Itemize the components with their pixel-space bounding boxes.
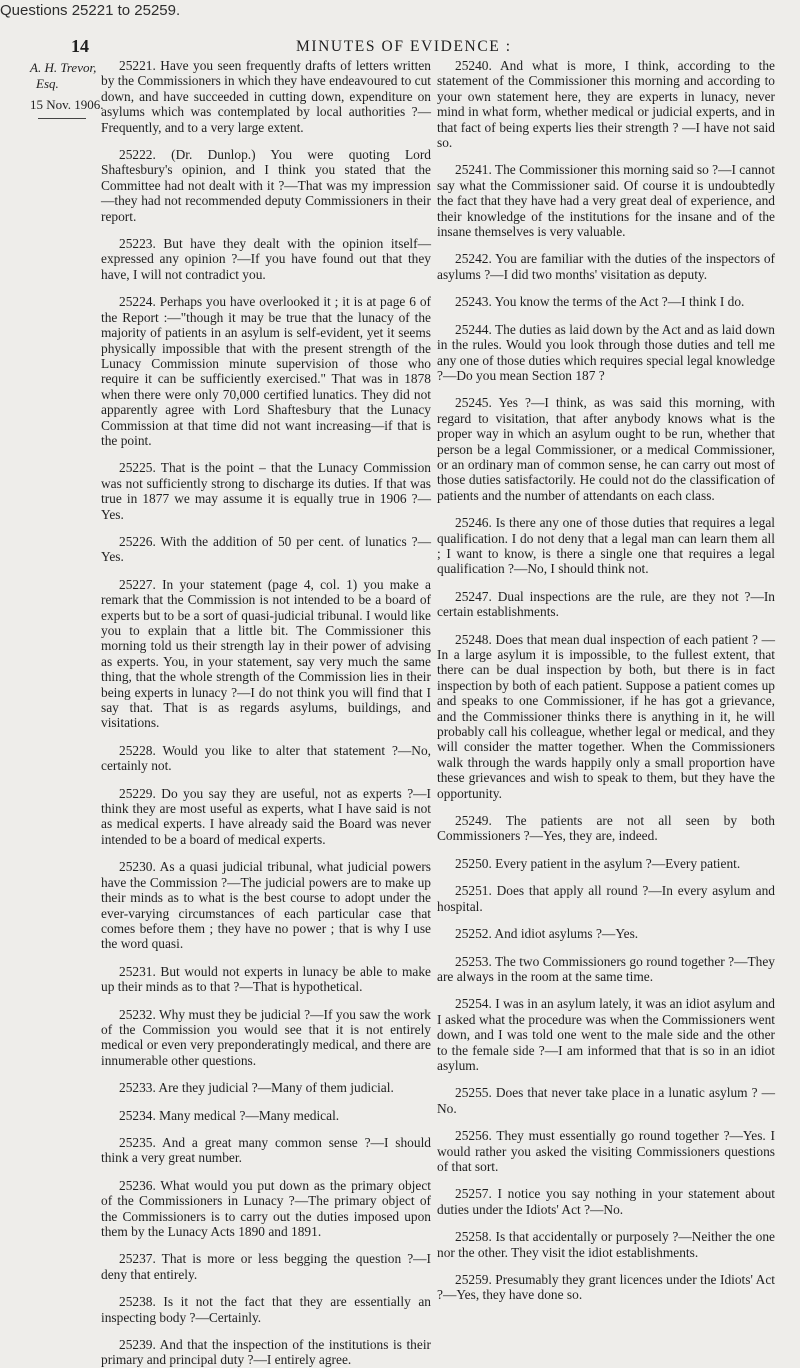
question-paragraph: 25240. And what is more, I think, according to the statement of the Commissioner this morning and according to your own statement here, they are experts in lunacy, never mind in what form, whether medical or judicial experts, and in that fact of being experts lies their strength ? —I have not said so. [437,58,775,151]
question-paragraph: 25232. Why must they be judicial ?—If you saw the work of the Commission you would see that it is not entirely medical or even very preponderatingly medical, and there are innumerable other questions. [101,1006,431,1068]
question-paragraph: 25249. The patients are not all seen by both Commissioners ?—Yes, they are, indeed. [437,813,775,844]
witness-name: A. H. Trevor, [30,60,97,75]
question-paragraph: 25229. Do you say they are useful, not as experts ?—I think they are most useful as experts, what I have said is not as medical experts. I have already said the Board was never intended to be a board of medical experts. [101,785,431,847]
question-paragraph: 25228. Would you like to alter that statement ?—No, certainly not. [101,742,431,774]
question-paragraph: 25224. Perhaps you have overlooked it ; it is at page 6 of the Report :—"though it may be true that the lunacy of the majority of patients in an asylum is self-evident, yet it seems physically impossible that with the present strength of the Lunacy Commission minute supervision of those who require it can be sufficiently exercised." That was in 1878 when there were only 70,000 certified lunatics. They did not apparently agree with Lord Shaftesbury that the Lunacy Commission at that time did not want increasing—if that is the point. [101,294,431,448]
question-paragraph: 25246. Is there any one of those duties that requires a legal qualification. I do not deny that a legal man can learn them all ; I want to know, is there a single one that requires a legal qualification ?—No, I should think not. [437,515,775,577]
question-paragraph: 25247. Dual inspections are the rule, are they not ?—In certain establishments. [437,588,775,620]
question-paragraph: 25253. The two Commissioners go round together ?—They are always in the room at the same time. [437,953,775,984]
question-paragraph: 25238. Is it not the fact that they are essentially an inspecting body ?—Certainly. [101,1294,431,1325]
question-paragraph: 25233. Are they judicial ?—Many of them judicial. [119,1080,394,1096]
question-paragraph: 25226. With the addition of 50 per cent. of lunatics ?—Yes. [101,533,431,565]
question-paragraph: 25251. Does that apply all round ?—In every asylum and hospital. [437,883,775,914]
question-paragraph: 25256. They must essentially go round together ?—Yes. I would rather you asked the visiting Commissioners questions of that sort. [437,1128,775,1174]
question-paragraph: 25222. (Dr. Dunlop.) You were quoting Lord Shaftesbury's opinion, and I think you stated that the Committee had not dealt with it ?—That was my impression—they had not recommended deputy Commissioners in their report. [101,147,431,224]
question-paragraph: 25231. But would not experts in lunacy be able to make up their minds as to that ?—That is hypothetical. [101,963,431,995]
question-paragraph: 25223. But have they dealt with the opinion itself—expressed any opinion ?—If you have found out that they have, I will not contradict you. [101,236,431,282]
questions-range-header: Questions 25221 to 25259. [0,2,181,19]
question-paragraph: 25221. Have you seen frequently drafts of letters written by the Commissioners in which they have endeavoured to cut down, and have succeeded in cutting down, expenditure on asylums which was contemplated by local authorities ?—Frequently, and to a very large extent. [101,58,431,135]
question-paragraph: 25230. As a quasi judicial tribunal, what judicial powers have the Commission ?—The judicial powers are to make up their minds as to what is the best course to adopt under the ever-varying circumstances of each particular case that comes before them ; they have no power ; that is why I use the word quasi. [101,859,431,952]
question-paragraph: 25234. Many medical ?—Many medical. [119,1107,340,1123]
question-paragraph: 25245. Yes ?—I think, as was said this morning, with regard to visitation, that after anybody knows what is the proper way in which an asylum ought to be run, whether that person be a legal Commissioner, or a medical Commissioner, or an ordinary man of common sense, he can carry out most of those duties satisfactorily. He could not do the classification of patients and the number of attendants on each class. [437,395,775,503]
question-paragraph: 25255. Does that never take place in a lunatic asylum ? —No. [437,1085,775,1116]
question-paragraph: 25244. The duties as laid down by the Act and as laid down in the rules. Would you look through those duties and tell me any one of those duties which requires special legal knowledge ?—Do you mean Section 187 ? [437,321,776,383]
question-paragraph: 25254. I was in an asylum lately, it was an idiot asylum and I asked what the procedure was when the Commissioners went down, and I was told one went to the male side and the other to the female side ?—I am informed that that is so in an idiot asylum. [437,996,775,1073]
question-paragraph: 25242. You are familiar with the duties of the inspectors of asylums ?—I did two months' visitation as deputy. [437,251,775,282]
question-paragraph: 25236. What would you put down as the primary object of the Commissioners in Lunacy ?—The primary object of the Commissioners is to carry out the duties imposed upon them by the Lunacy Acts 1890 and 1891. [101,1177,431,1239]
right-column [437,58,775,1308]
running-title: MINUTES OF EVIDENCE : [296,38,512,55]
question-paragraph: 25225. That is the point – that the Lunacy Commission was not sufficiently strong to discharge its duties. If that was true in 1877 we may assume it is equally true in 1906 ?—Yes. [101,460,431,522]
question-paragraph: 25235. And a great many common sense ?—I should think a very great number. [101,1134,431,1166]
question-paragraph: 25239. And that the inspection of the institutions is their primary and principal duty ?—I entirely agree. [101,1337,431,1368]
question-paragraph: 25250. Every patient in the asylum ?—Every patient. [455,855,741,871]
page-number: 14 [71,36,89,56]
question-paragraph: 25227. In your statement (page 4, col. 1) you make a remark that the Commission is not intended to be a board of experts but to be a sort of quasi-judicial tribunal. I would like you to explain that a little bit. The Commissioner this morning told us their strength lay in their power of advising as experts. You, in your statement, say very much the same thing, that the whole strength of the Commission lies in their being experts in lunacy ?—I do not think you will find that I say that. That is as regards asylums, buildings, and visitations. [101,576,431,731]
date-divider [38,118,86,119]
question-paragraph: 25243. You know the terms of the Act ?—I think I do. [455,294,745,310]
question-paragraph: 25259. Presumably they grant licences under the Idiots' Act ?—Yes, they have done so. [437,1272,775,1303]
question-paragraph: 25257. I notice you say nothing in your statement about duties under the Idiots' Act ?—No. [437,1186,775,1217]
question-paragraph: 25252. And idiot asylums ?—Yes. [455,926,639,942]
witness-title: Esq. [36,76,59,91]
question-paragraph: 25258. Is that accidentally or purposely ?—Neither the one nor the other. They visit the idiot establishments. [437,1229,775,1260]
question-paragraph: 25248. Does that mean dual inspection of each patient ? —In a large asylum it is impossible, to the fullest extent, that there can be dual inspection by both, but there is in fact inspection by both of each patient. Suppose a patient comes up and speaks to one Commissioner, if he has got a grievance, and the Commissioner thinks there is anything in it, he will probably call his colleague, whether legal or medical, and they will consider the matter together. When the Commissioners walk through the wards happily only a small proportion have these grievances and wish to speak to them, but they have the opportunity. [437,631,775,801]
witness-margin-note [30,60,104,92]
hearing-date: 15 Nov. 1906. [30,97,104,112]
left-column [101,58,431,1368]
question-paragraph: 25241. The Commissioner this morning said so ?—I cannot say what the Commissioner said. Of course it is undoubtedly the fact that they have had a very great deal of experience, and their knowledge of the institutions for the insane and of the insane themselves is very valuable. [437,162,775,240]
question-paragraph: 25237. That is more or less begging the question ?—I deny that entirely. [101,1251,431,1282]
